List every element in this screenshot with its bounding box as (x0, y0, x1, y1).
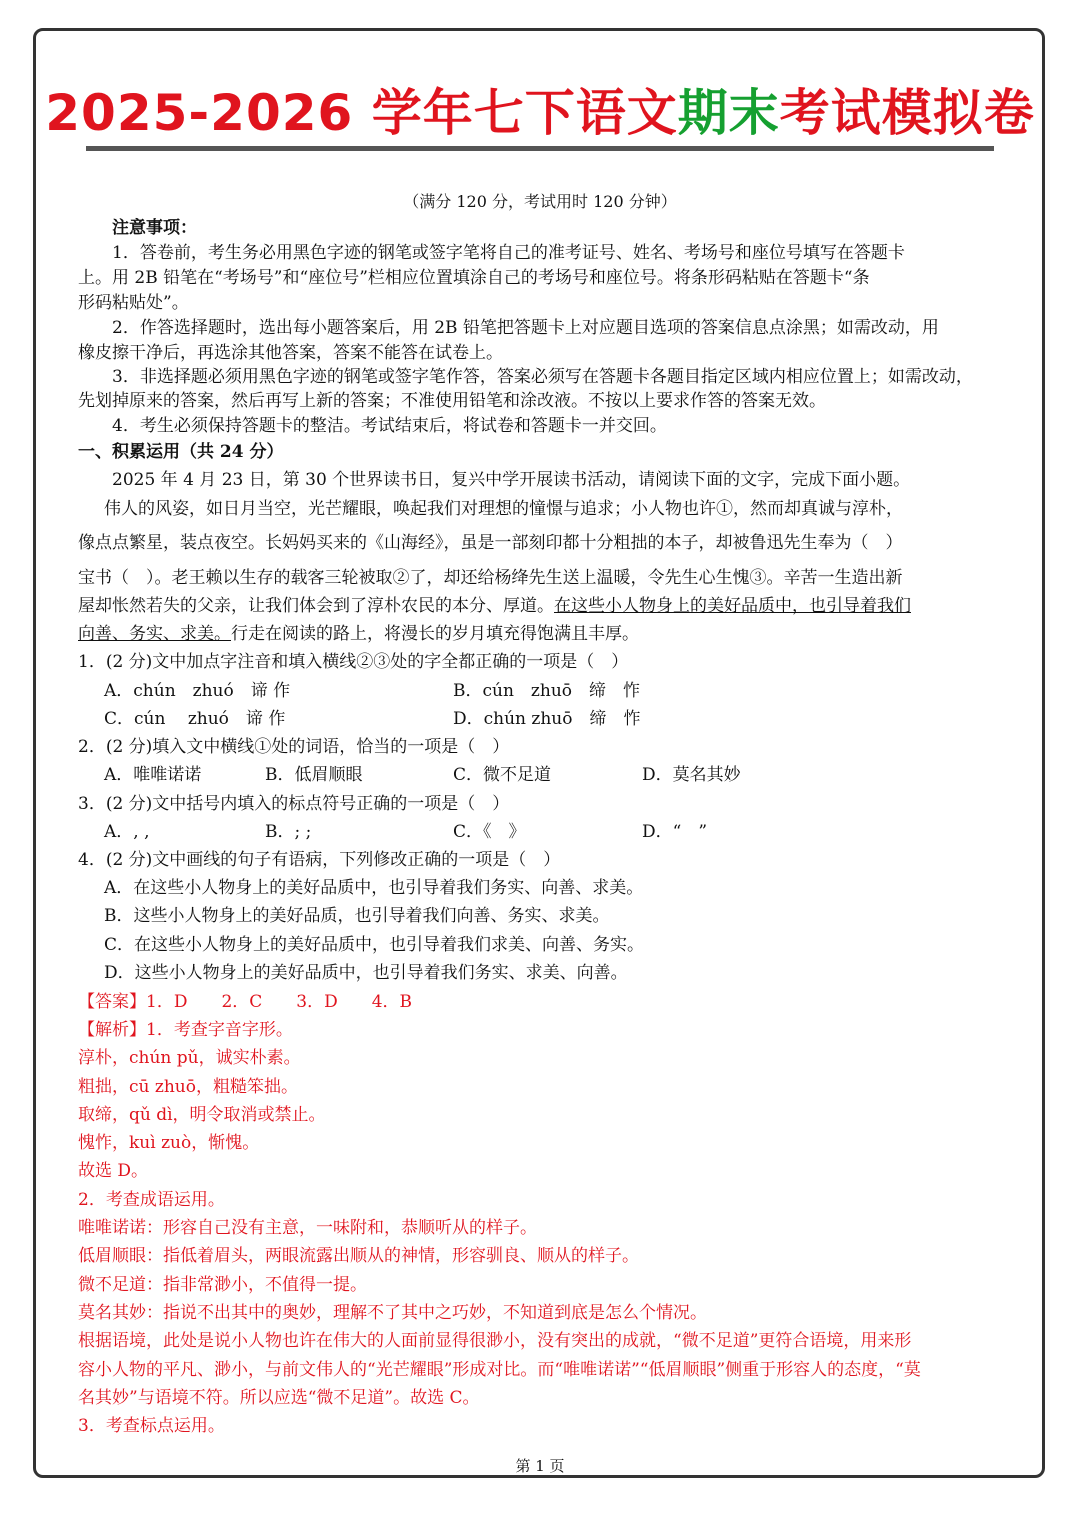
q2-option-c: C．微不足道 (453, 765, 552, 785)
analysis-line: 唯唯诺诺：形容自己没有主意，一味附和，恭顺听从的样子。 (78, 1218, 537, 1238)
passage-text: 行走在阅读的路上，将漫长的岁月填充得饱满且丰厚。 (231, 624, 639, 644)
underlined-sentence: 向善、务实、求美。 (78, 624, 231, 644)
page-number: 第 1 页 (515, 1457, 565, 1475)
question-2: 2．(2 分)填入文中横线①处的词语，恰当的一项是（ ） (78, 737, 510, 757)
notice-line: 4．考生必须保持答题卡的整洁。考试结束后，将试卷和答题卡一并交回。 (112, 416, 667, 436)
analysis-text: 1．考查字音字形。 (146, 1020, 293, 1040)
passage-text: 屋却怅然若失的父亲，让我们体会到了淳朴农民的本分、厚道。 (78, 596, 554, 616)
q1-option-d: D．chún zhuō 缔 怍 (453, 709, 641, 729)
notice-line: 2．作答选择题时，选出每小题答案后，用 2B 铅笔把答题卡上对应题目选项的答案信息点涂黑；如需改动，用 (112, 318, 939, 338)
q2-option-d: D．莫名其妙 (642, 765, 741, 785)
notice-line: 橡皮擦干净后，再选涂其他答案，答案不能答在试卷上。 (78, 343, 503, 363)
passage-line: 宝书（ ）。老王赖以生存的载客三轮被取②了，却还给杨绛先生送上温暖，令先生心生愧③。辛苦一生造出新 (78, 568, 903, 588)
q4-option-d: D．这些小人物身上的美好品质中，也引导着我们务实、求美、向善。 (104, 963, 628, 983)
title-part-3: 考试模拟卷 (779, 84, 1035, 142)
analysis-line: 淳朴，chún pǔ，诚实朴素。 (78, 1048, 301, 1068)
notice-line: 3．非选择题必须用黑色字迹的钢笔或签字笔作答，答案必须写在答题卡各题目指定区域内相应位置上；如需改动， (112, 367, 973, 387)
q4-option-a: A．在这些小人物身上的美好品质中，也引导着我们务实、向善、求美。 (104, 878, 644, 898)
analysis-line: 愧怍，kuì zuò，惭愧。 (78, 1133, 260, 1153)
answer-line (78, 990, 1008, 1014)
q1-option-a: A．chún zhuó 谛 作 (104, 681, 291, 701)
question-1: 1．(2 分)文中加点字注音和填入横线②③处的字全都正确的一项是（ ） (78, 652, 629, 672)
q2-option-a: A．唯唯诺诺 (104, 765, 202, 785)
exam-subtitle: （满分 120 分，考试用时 120 分钟） (403, 192, 677, 211)
q2-option-b: B．低眉顺眼 (265, 765, 363, 785)
analysis-line: 粗拙，cū zhuō，粗糙笨拙。 (78, 1077, 298, 1097)
analysis-line (78, 1018, 1008, 1042)
analysis-line: 故选 D。 (78, 1161, 149, 1181)
passage-line: 伟人的风姿，如日月当空，光芒耀眼，唤起我们对理想的憧憬与追求；小人物也许①，然而却真诚与淳朴， (104, 499, 903, 519)
section-heading: 一、积累运用（共 24 分） (78, 442, 284, 462)
answer-text: 1．D 2．C 3．D 4．B (146, 992, 413, 1012)
analysis-line: 根据语境，此处是说小人物也许在伟大的人面前显得很渺小，没有突出的成就，“微不足道”更符合语境，用来形 (78, 1331, 912, 1351)
q4-option-c: C．在这些小人物身上的美好品质中，也引导着我们求美、向善、务实。 (104, 935, 645, 955)
analysis-line: 微不足道：指非常渺小，不值得一提。 (78, 1275, 367, 1295)
question-3: 3．(2 分)文中括号内填入的标点符号正确的一项是（ ） (78, 794, 510, 814)
title-part-1: 2025-2026 学年七下语文 (45, 84, 678, 142)
analysis-label: 【解析】 (78, 1020, 146, 1040)
q4-option-b: B．这些小人物身上的美好品质，也引导着我们向善、务实、求美。 (104, 906, 610, 926)
notice-line: 上。用 2B 铅笔在“考场号”和“座位号”栏相应位置填涂自己的考场号和座位号。将条形码粘贴在答题卡“条 (78, 268, 870, 288)
notice-line: 先划掉原来的答案，然后再写上新的答案；不准使用铅笔和涂改液。不按以上要求作答的答案无效。 (78, 391, 826, 411)
passage-line: 像点点繁星，装点夜空。长妈妈买来的《山海经》，虽是一部刻印都十分粗拙的本子，却被鲁迅先生奉为（ ） (78, 533, 903, 553)
q1-option-b: B．cún zhuō 缔 怍 (453, 681, 640, 701)
underlined-sentence: 在这些小人物身上的美好品质中，也引导着我们 (554, 596, 911, 616)
exam-title (0, 78, 1080, 148)
q3-option-a: A．, , (104, 822, 150, 842)
title-part-2: 期末 (677, 84, 780, 142)
analysis-line: 名其妙”与语境不符。所以应选“微不足道”。故选 C。 (78, 1388, 480, 1408)
analysis-line: 2．考查成语运用。 (78, 1190, 225, 1210)
section-intro: 2025 年 4 月 23 日，第 30 个世界读书日，复兴中学开展读书活动，请阅读下面的文字，完成下面小题。 (112, 470, 911, 490)
q1-option-c: C．cún zhuó 谛 作 (104, 709, 286, 729)
question-4: 4．(2 分)文中画线的句子有语病，下列修改正确的一项是（ ） (78, 850, 561, 870)
q3-option-d: D．“ ” (642, 822, 708, 842)
analysis-line: 取缔，qǔ dì，明令取消或禁止。 (78, 1105, 326, 1125)
analysis-line: 低眉顺眼：指低着眉头，两眼流露出顺从的神情，形容驯良、顺从的样子。 (78, 1246, 639, 1266)
analysis-line: 容小人物的平凡、渺小，与前文伟人的“光芒耀眼”形成对比。而“唯唯诺诺”“低眉顺眼”侧重于形容人的态度，“莫 (78, 1360, 921, 1380)
passage-line (78, 622, 1008, 646)
title-underline (86, 146, 994, 151)
notice-line: 形码粘贴处”。 (78, 293, 189, 313)
analysis-line: 莫名其妙：指说不出其中的奥妙，理解不了其中之巧妙，不知道到底是怎么个情况。 (78, 1303, 707, 1323)
passage-line (78, 594, 1008, 618)
notice-heading: 注意事项： (112, 218, 197, 238)
notice-line: 1．答卷前，考生务必用黑色字迹的钢笔或签字笔将自己的准考证号、姓名、考场号和座位号填写在答题卡 (112, 243, 905, 263)
answer-label: 【答案】 (78, 992, 146, 1012)
analysis-line: 3．考查标点运用。 (78, 1416, 225, 1436)
q3-option-b: B．; ; (265, 822, 312, 842)
q3-option-c: C．《 》 (453, 822, 526, 842)
